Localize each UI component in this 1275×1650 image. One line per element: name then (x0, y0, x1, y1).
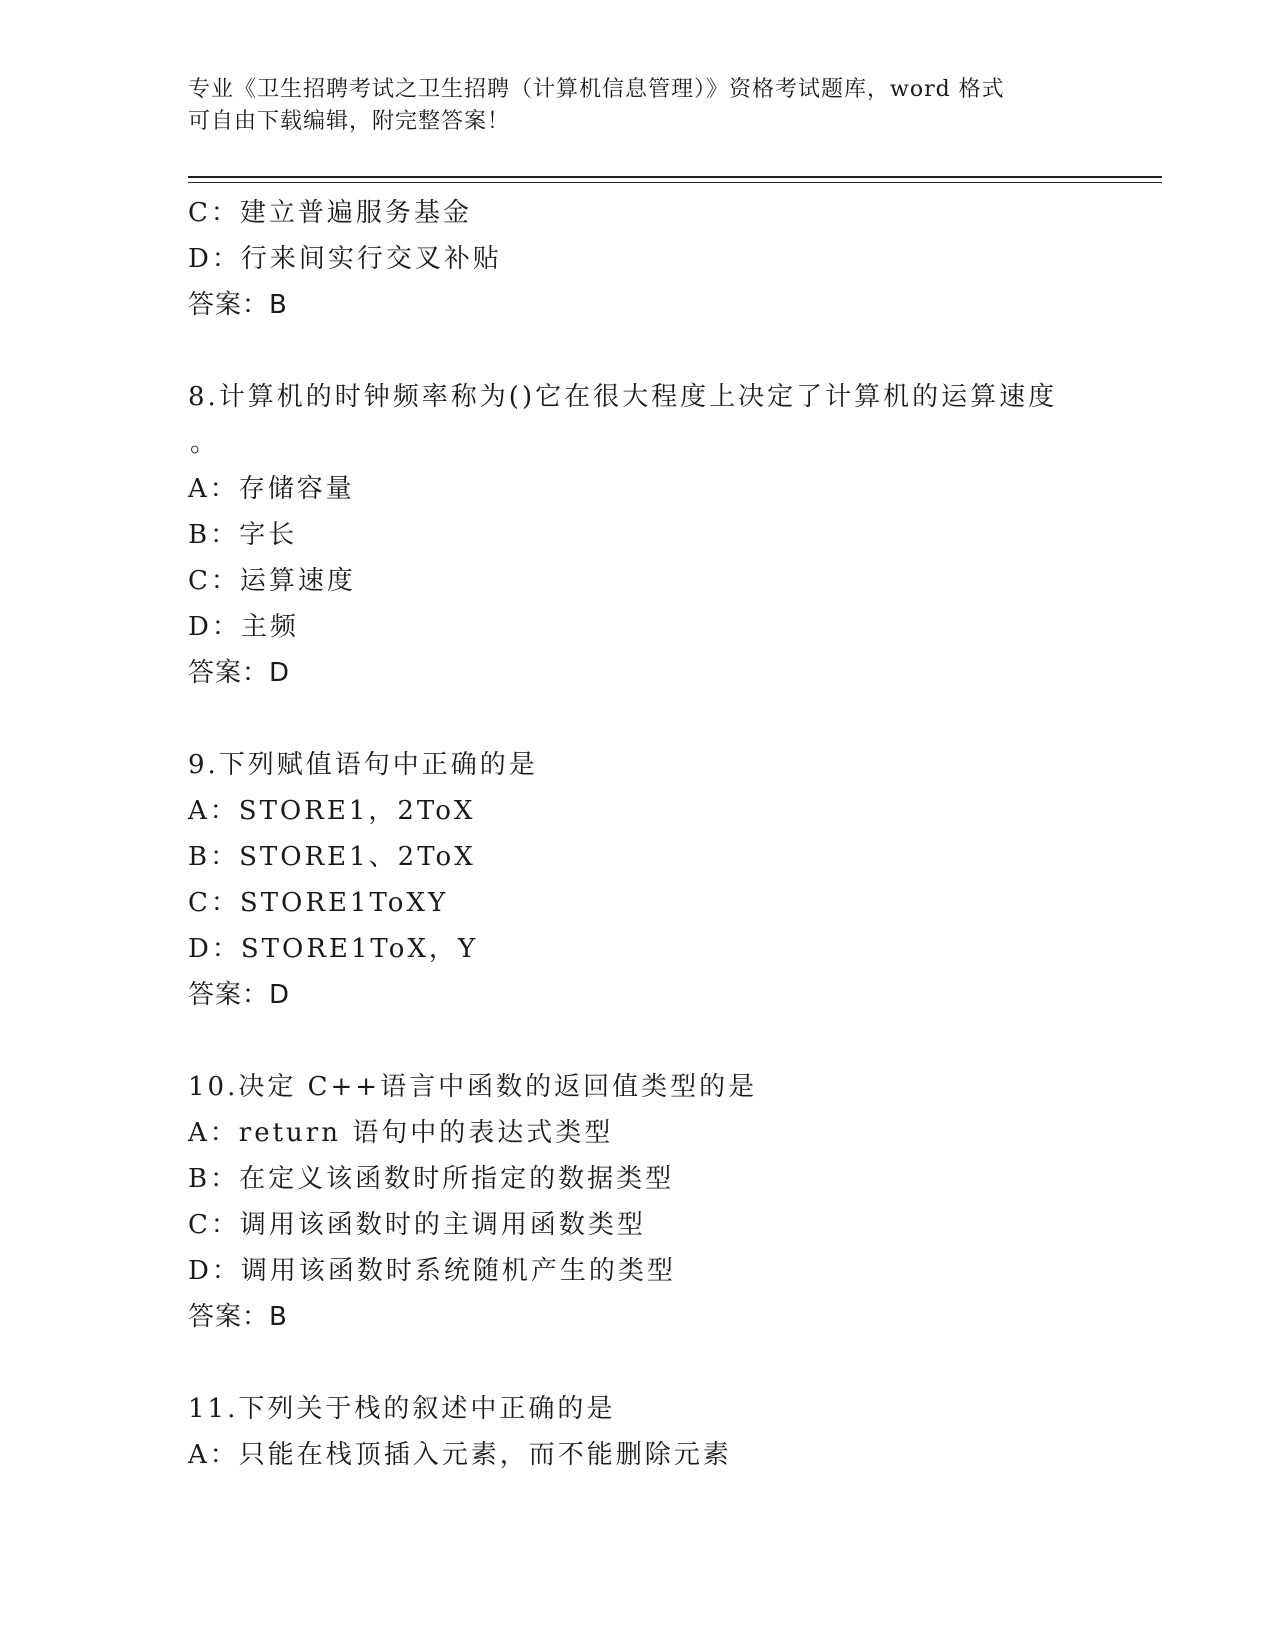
header-line-1: 专业《卫生招聘考试之卫生招聘（计算机信息管理）》资格考试题库，word 格式 (188, 77, 1005, 102)
q11-stem: 11.下列关于栈的叙述中正确的是 (188, 1394, 616, 1424)
q8-option-c: C：运算速度 (188, 566, 356, 596)
spacer (188, 328, 1148, 374)
q8-stem-continued: 。 (190, 428, 220, 458)
q10-option-b: B：在定义该函数时所指定的数据类型 (188, 1164, 675, 1194)
header-divider-thin (188, 182, 1162, 183)
header-line-2: 可自由下载编辑，附完整答案！ (188, 109, 511, 134)
spacer (188, 1340, 1148, 1386)
q7-option-c: C：建立普遍服务基金 (188, 198, 472, 228)
q8-stem: 8.计算机的时钟频率称为()它在很大程度上决定了计算机的运算速度 (188, 382, 1058, 412)
q9-option-b: B：STORE1、2ToX (188, 842, 476, 872)
header-divider (188, 176, 1162, 178)
question-8 (188, 374, 1148, 696)
q7-answer: 答案：B (188, 290, 288, 320)
question-10 (188, 1064, 1148, 1340)
spacer (188, 1018, 1148, 1064)
q9-option-a: A：STORE1，2ToX (188, 796, 476, 826)
q9-answer: 答案：D (188, 980, 291, 1010)
q7-option-d: D：行来间实行交叉补贴 (188, 244, 502, 274)
q8-option-b: B：字长 (188, 520, 298, 550)
spacer (188, 696, 1148, 742)
q8-option-d: D：主频 (188, 612, 299, 642)
question-list (188, 190, 1148, 1478)
q10-option-a: A：return 语句中的表达式类型 (188, 1118, 614, 1148)
q8-option-a: A：存储容量 (188, 474, 355, 504)
q8-answer: 答案：D (188, 658, 291, 688)
q10-option-c: C：调用该函数时的主调用函数类型 (188, 1210, 646, 1240)
question-11 (188, 1386, 1148, 1478)
q10-stem: 10.决定 C++语言中函数的返回值类型的是 (188, 1072, 758, 1102)
q11-option-a: A：只能在栈顶插入元素，而不能删除元素 (188, 1440, 732, 1470)
q9-option-c: C：STORE1ToXY (188, 888, 449, 918)
question-9 (188, 742, 1148, 1018)
document-header (188, 74, 1088, 138)
q9-stem: 9.下列赋值语句中正确的是 (188, 750, 538, 780)
q10-answer: 答案：B (188, 1302, 288, 1332)
question-7 (188, 190, 1148, 328)
q9-option-d: D：STORE1ToX，Y (188, 934, 479, 964)
q10-option-d: D：调用该函数时系统随机产生的类型 (188, 1256, 676, 1286)
